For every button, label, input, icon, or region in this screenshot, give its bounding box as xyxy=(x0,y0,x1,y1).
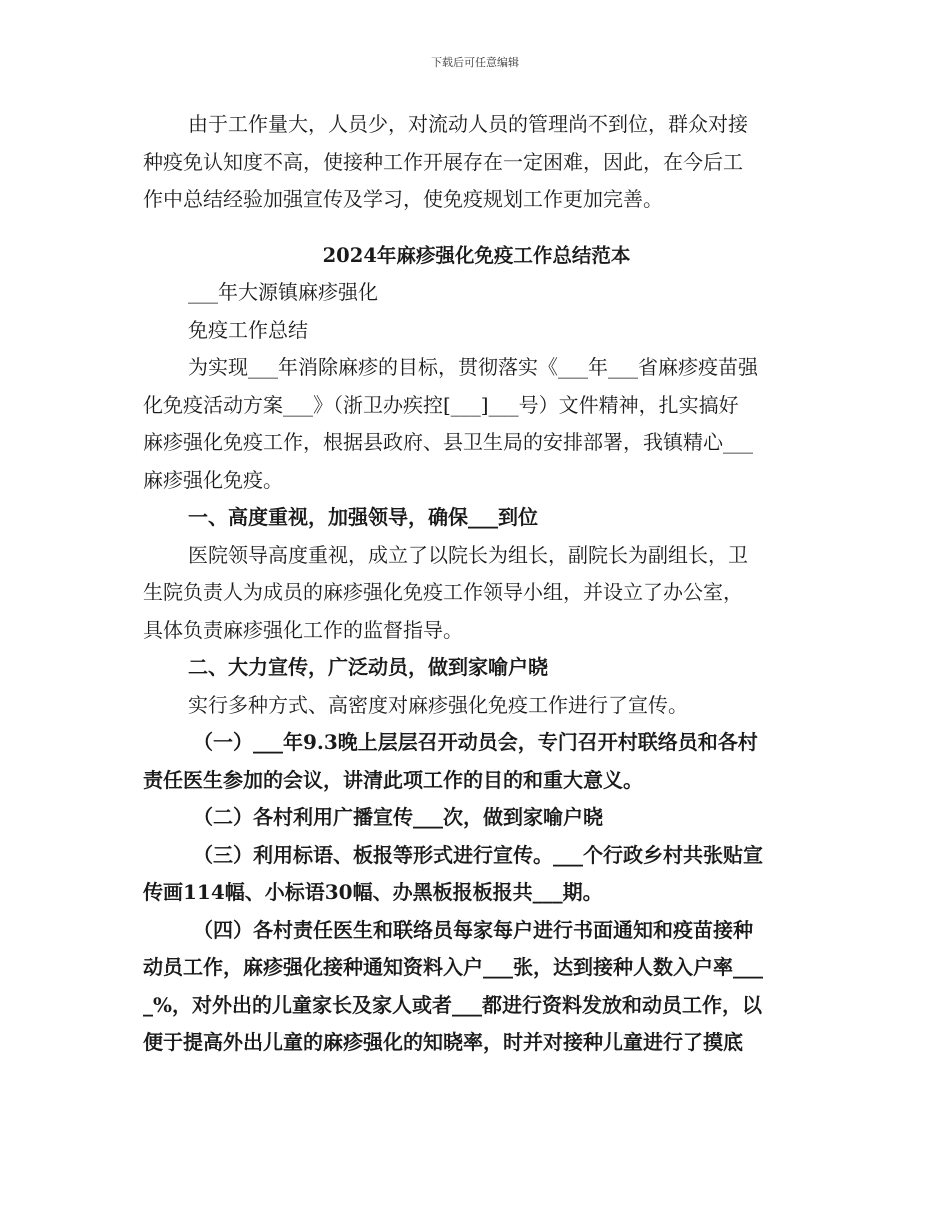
list-item-line: 便于提高外出儿童的麻疹强化的知晓率，时并对接种儿童进行了摸底 xyxy=(143,1030,743,1054)
section-heading: 二、大力宣传，广泛动员，做到家喻户晓 xyxy=(188,655,548,679)
list-item-line: （二）各村利用广播宣传___次，做到家喻户晓 xyxy=(193,805,603,829)
list-item-line: _%，对外出的儿童家长及家人或者___都进行资料发放和动员工作，以 xyxy=(143,992,763,1017)
paragraph-line: 作中总结经验加强宣传及学习，使免疫规划工作更加完善。 xyxy=(143,187,663,211)
paragraph-line: 麻疹强化免疫工作，根据县政府、县卫生局的安排部署，我镇精心___ xyxy=(143,430,753,454)
document-body xyxy=(143,106,810,1062)
document-title: 2024年麻疹强化免疫工作总结范本 xyxy=(322,243,631,267)
list-item-line: 传画114幅、小标语30幅、办黑板报板报共___期。 xyxy=(143,880,603,904)
list-item-line: 责任医生参加的会议，讲清此项工作的目的和重大意义。 xyxy=(143,767,643,792)
paragraph-line: 医院领导高度重视，成立了以院长为组长，副院长为副组长，卫 xyxy=(188,542,748,567)
paragraph-line: 生院负责人为成员的麻疹强化免疫工作领导小组，并设立了办公室， xyxy=(143,580,743,604)
subtitle-line: 免疫工作总结 xyxy=(188,317,308,342)
paragraph-line: 种疫免认知度不高，使接种工作开展存在一定困难，因此，在今后工 xyxy=(143,149,743,174)
paragraph-line: 由于工作量大，人员少，对流动人员的管理尚不到位，群众对接 xyxy=(188,112,748,136)
paragraph-line: 实行多种方式、高密度对麻疹强化免疫工作进行了宣传。 xyxy=(188,692,688,717)
list-item-line: （一）___年9.3晚上层层召开动员会，专门召开村联络员和各村 xyxy=(193,730,758,754)
paragraph-line: 麻疹强化免疫。 xyxy=(143,467,283,492)
paragraph-line: 为实现___年消除麻疹的目标，贯彻落实《___年___省麻疹疫苗强 xyxy=(188,355,758,379)
page-header: 下载后可任意编辑 xyxy=(431,56,519,69)
list-item-line: （三）利用标语、板报等形式进行宣传。___个行政乡村共张贴宣 xyxy=(193,842,763,867)
list-item-line: （四）各村责任医生和联络员每家每户进行书面通知和疫苗接种 xyxy=(193,917,753,942)
paragraph-line: 化免疫活动方案___》（浙卫办疾控[___]___号）文件精神，扎实搞好 xyxy=(143,392,739,417)
subtitle-line: ___年大源镇麻疹强化 xyxy=(188,280,378,304)
section-heading: 一、高度重视，加强领导，确保___到位 xyxy=(188,505,538,529)
list-item-line: 动员工作，麻疹强化接种通知资料入户___张，达到接种人数入户率___ xyxy=(143,955,763,979)
paragraph-line: 具体负责麻疹强化工作的监督指导。 xyxy=(143,617,463,642)
